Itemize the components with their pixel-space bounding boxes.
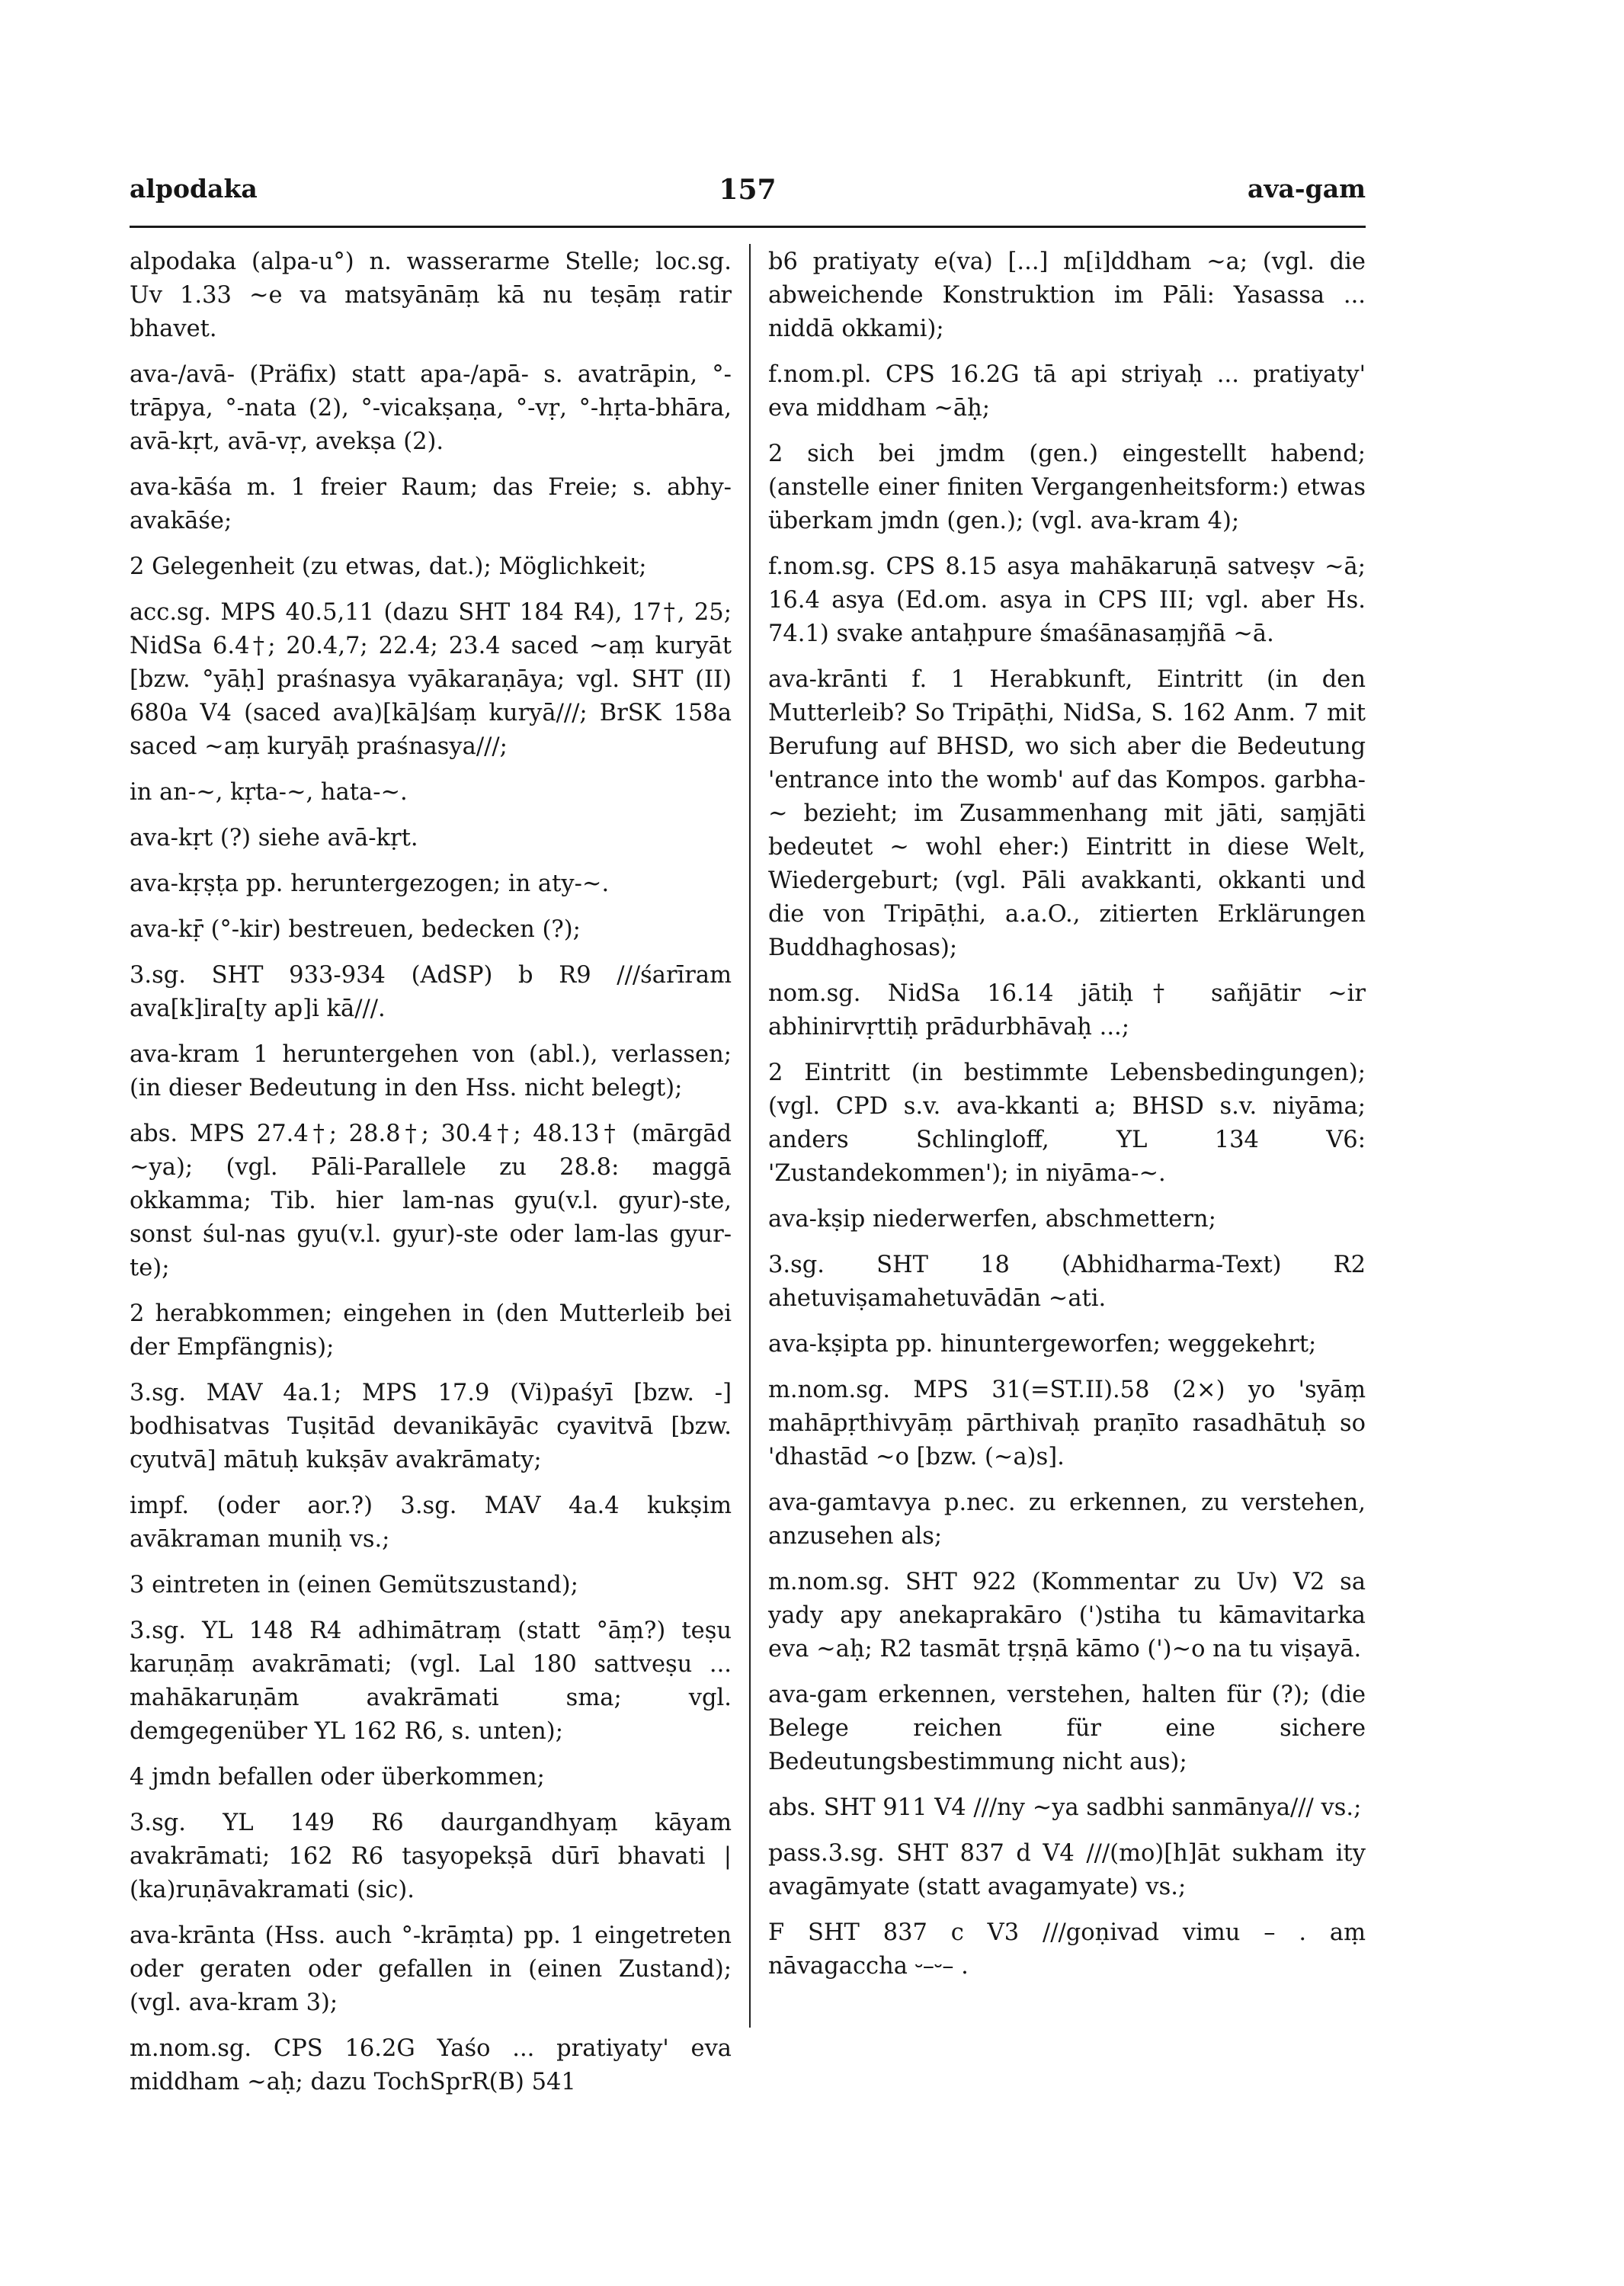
entry-ava-kasa-citations: acc.sg. MPS 40.5,11 (dazu SHT 184 R4), 17†, 25; NidSa 6.4†; 20.4,7; 22.4; 23.4 saced ~aṃ kuryāt [bzw. °yāḥ] praśnasya vyākaraṇāya; vgl. SHT (II) 680a V4 (saced ava)[kā]śaṃ kuryā///; BrSK 158a saced ~aṃ kuryāḥ praśnasya///; bbox=[130, 599, 732, 760]
entry-ava-kranti-sense-2: 2 Eintritt (in bestimmte Lebensbedingungen); (vgl. CPD s.v. ava-kkanti a; BHSD s.v. niyāma; anders Schlingloff, YL 134 V6: 'Zustandekommen'); in niyāma-~. bbox=[768, 1060, 1366, 1187]
column-divider bbox=[749, 244, 751, 2028]
entry-ava-ksip: ava-kṣip niederwerfen, abschmettern; bbox=[768, 1206, 1216, 1233]
header-rule bbox=[130, 226, 1366, 228]
page-number: 157 bbox=[719, 174, 777, 206]
entry-ava-kranti-nomsg: nom.sg. NidSa 16.14 jātiḥ† sañjātir ~ir abhinirvṛttiḥ prādurbhāvaḥ ...; bbox=[768, 980, 1366, 1040]
entry-ava-gam: ava-gam erkennen, verstehen, halten für (?); (die Belege reichen für eine sichere Bedeutungsbestimmung nicht aus); bbox=[768, 1682, 1366, 1775]
left-column bbox=[130, 245, 732, 2111]
entry-ava-kranta-fnomsg: f.nom.sg. CPS 8.15 asya mahākaruṇā satveṣv ~ā; 16.4 asya (Ed.om. asya in CPS III; vgl. aber Hs. 74.1) svake antaḥpure śmaśānasaṃjñā ~ā. bbox=[768, 553, 1366, 647]
entry-ava-gamtavya: ava-gamtavya p.nec. zu erkennen, zu verstehen, anzusehen als; bbox=[768, 1489, 1366, 1550]
entry-ava-kram-3sg-b: 3.sg. YL 148 R4 adhimātraṃ (statt °āṃ?) teṣu karuṇāṃ avakrāmati; (vgl. Lal 180 sattveṣu ... mahākaruṇām avakrāmati sma; vgl. demgegenüber YL 162 R6, s. unten); bbox=[130, 1618, 732, 1745]
right-column bbox=[768, 245, 1366, 1996]
entry-ava-kram-sense-2: 2 herabkommen; eingehen in (den Mutterleib bei der Empfängnis); bbox=[130, 1300, 732, 1361]
header-last-headword: ava-gam bbox=[1247, 174, 1366, 204]
entry-ava-kram-3sg: 3.sg. MAV 4a.1; MPS 17.9 (Vi)paśyī [bzw. -] bodhisatvas Tuṣitād devanikāyāc cyavitvā [bzw. cyutvā] mātuḥ kukṣāv avakrāmaty; bbox=[130, 1380, 732, 1473]
entry-ava-kram-impf: impf. (oder aor.?) 3.sg. MAV 4a.4 kukṣim avākraman muniḥ vs.; bbox=[130, 1492, 732, 1553]
running-header bbox=[130, 174, 1366, 220]
entry-ava-krsta: ava-kṛṣṭa pp. heruntergezogen; in aty-~. bbox=[130, 870, 610, 897]
entry-ava-ksip-3sg: 3.sg. SHT 18 (Abhidharma-Text) R2 ahetuviṣamahetuvādān ~ati. bbox=[768, 1252, 1366, 1312]
entry-ava-gam-pass: pass.3.sg. SHT 837 d V4 ///(mo)[h]āt sukham ity avagāmyate (statt avagamyate) vs.; bbox=[768, 1840, 1366, 1900]
entry-ava-ksipta: ava-kṣipta pp. hinuntergeworfen; weggekehrt; bbox=[768, 1331, 1317, 1358]
entry-ava-kranta: ava-krānta (Hss. auch °-krāṃta) pp. 1 eingetreten oder geraten oder gefallen in (einen Zustand); (vgl. ava-kram 3); bbox=[130, 1922, 732, 2016]
entry-ava-krt: ava-kṛt (?) siehe avā-kṛt. bbox=[130, 825, 418, 851]
entry-ava-gamtavya-mnomsg: m.nom.sg. SHT 922 (Kommentar zu Uv) V2 sa yady apy anekaprakāro (')stiha tu kāmavitarka eva ~aḥ; R2 tasmāt tṛṣṇā kāmo (')~o na tu viṣayā. bbox=[768, 1569, 1366, 1662]
entry-ava-prefix: ava-/avā- (Präfix) statt apa-/apā- s. avatrāpin, °-trāpya, °-nata (2), °-vicakṣaṇa, °-vṛ, °-hṛta-bhāra, avā-kṛt, avā-vṛ, avekṣa (2). bbox=[130, 361, 732, 455]
entry-ava-kram: ava-kram 1 heruntergehen von (abl.), verlassen; (in dieser Bedeutung in den Hss. nicht belegt); bbox=[130, 1041, 732, 1101]
entry-ava-kranta-citation: m.nom.sg. CPS 16.2G Yaśo ... pratiyaty' eva middham ~aḥ; dazu TochSprR(B) 541 bbox=[130, 2035, 732, 2095]
entry-ava-kranti: ava-krānti f. 1 Herabkunft, Eintritt (in den Mutterleib? So Tripāṭhi, NidSa, S. 162 Anm. 7 mit Berufung auf BHSD, wo sich aber die Bedeutung 'entrance into the womb' auf das Kompos. garbha-~ bezieht; im Zusammenhang mit jāti, saṃjāti bedeutet ~ wohl eher:) Eintritt in diese Welt, Wiedergeburt; (vgl. Pāli avakkanti, okkanti und die von Tripāṭhi, a.a.O., zitierten Erklärungen Buddhaghosas); bbox=[768, 666, 1366, 961]
entry-ava-kram-3sg-c: 3.sg. YL 149 R6 daurgandhyaṃ kāyam avakrāmati; 162 R6 tasyopekṣā dūrī bhavati | (ka)ruṇāvakramati (sic). bbox=[130, 1810, 732, 1903]
entry-ava-kranta-sense-2: 2 sich bei jmdm (gen.) eingestellt habend; (anstelle einer finiten Vergangenheitsform:) etwas überkam jmdn (gen.); (vgl. ava-kram 4); bbox=[768, 441, 1366, 534]
entry-ava-kasa-sense-2: 2 Gelegenheit (zu etwas, dat.); Möglichkeit; bbox=[130, 553, 647, 580]
entry-ava-kranta-fnompl: f.nom.pl. CPS 16.2G tā api striyaḥ ... pratiyaty' eva middham ~āḥ; bbox=[768, 361, 1366, 422]
entry-ava-kram-abs: abs. MPS 27.4†; 28.8†; 30.4†; 48.13† (mārgād ~ya); (vgl. Pāli-Parallele zu 28.8: maggā okkamma; Tib. hier lam-nas gyu(v.l. gyur)-ste, sonst śul-nas gyu(v.l. gyur)-ste oder lam-las gyur-te); bbox=[130, 1121, 732, 1281]
entry-ava-gam-abs: abs. SHT 911 V4 ///ny ~ya sadbhi sanmānya/// vs.; bbox=[768, 1794, 1362, 1821]
entry-ava-kr-citation: 3.sg. SHT 933-934 (AdSP) b R9 ///śarīram ava[k]ira[ty ap]i kā///. bbox=[130, 962, 732, 1022]
entry-ava-kasa-compounds: in an-~, kṛta-~, hata-~. bbox=[130, 779, 408, 806]
entry-ava-kranta-cont: b6 pratiyaty e(va) [...] m[i]ddham ~a; (vgl. die abweichende Konstruktion im Pāli: Yasassa ... niddā okkami); bbox=[768, 248, 1366, 342]
header-first-headword: alpodaka bbox=[130, 174, 258, 204]
entry-ava-kasa: ava-kāśa m. 1 freier Raum; das Freie; s. abhy-avakāśe; bbox=[130, 474, 732, 534]
entry-ava-kram-sense-3: 3 eintreten in (einen Gemütszustand); bbox=[130, 1572, 578, 1598]
entry-ava-kram-sense-4: 4 jmdn befallen oder überkommen; bbox=[130, 1764, 545, 1791]
entry-alpodaka: alpodaka (alpa-u°) n. wasserarme Stelle; loc.sg. Uv 1.33 ~e va matsyānāṃ kā nu teṣāṃ ratir bhavet. bbox=[130, 248, 732, 342]
entry-ava-ksipta-mnomsg: m.nom.sg. MPS 31(=ST.II).58 (2×) yo 'syāṃ mahāpṛthivyāṃ pārthivaḥ praṇīto rasadhātuḥ so 'dhastād ~o [bzw. (~a)s]. bbox=[768, 1377, 1366, 1470]
entry-ava-kr: ava-kṝ (°-kir) bestreuen, bedecken (?); bbox=[130, 916, 581, 943]
entry-ava-gam-f: F SHT 837 c V3 ///goṇivad vimu – . aṃ nāvagaccha ⏑–⏑– . bbox=[768, 1919, 1366, 1980]
